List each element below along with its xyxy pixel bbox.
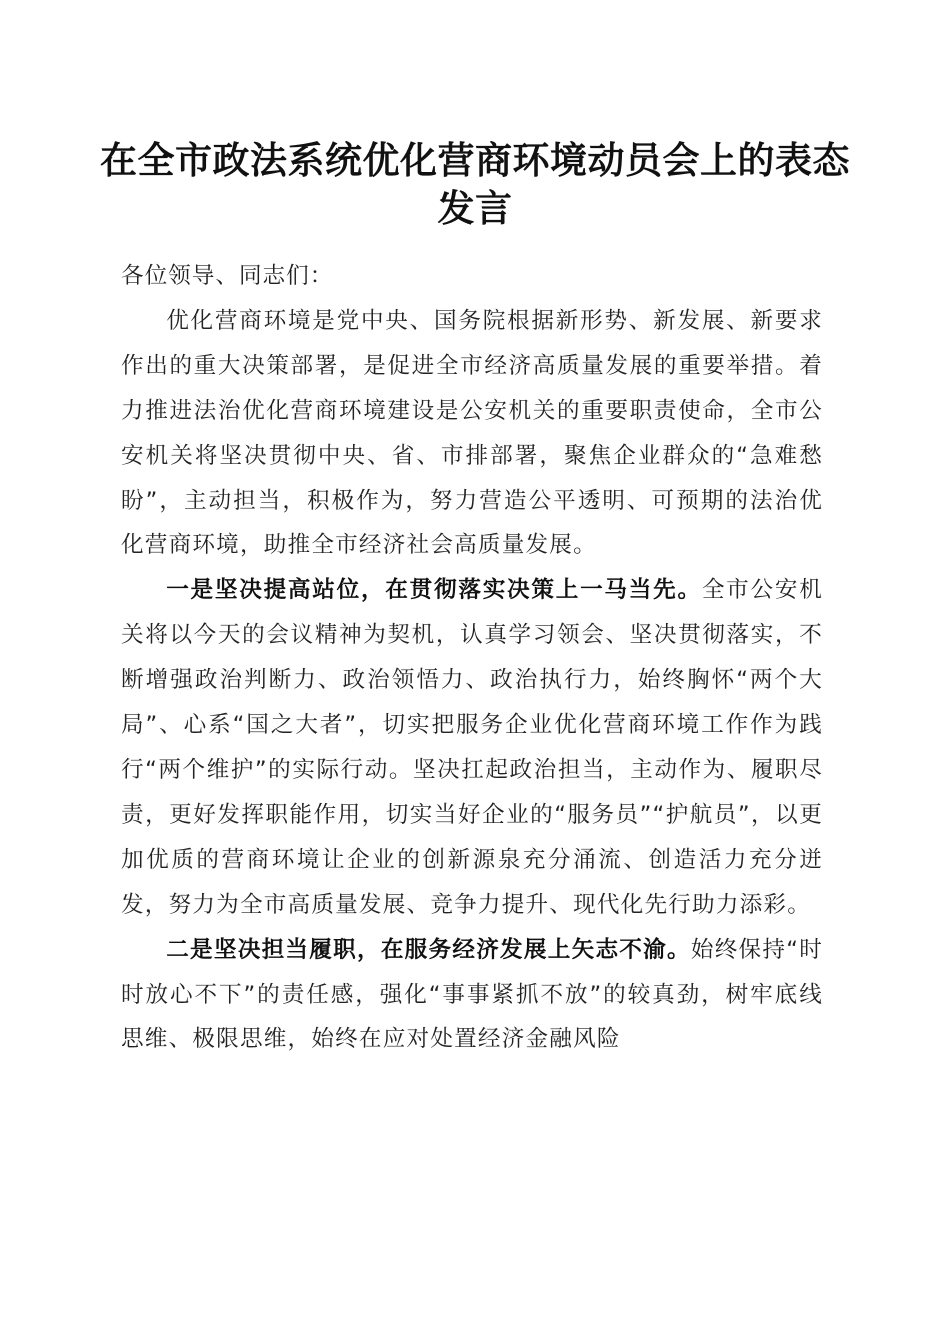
paragraph-lead-heading: 二是坚决担当履职，在服务经济发展上矢志不渝。 xyxy=(166,936,691,963)
paragraph-text: 优化营商环境是党中央、国务院根据新形势、新发展、新要求作出的重大决策部署，是促进全市经济高质量发展的重要举措。着力推进法治优化营商环境建设是公安机关的重要职责使命，全市公安机关将坚决贯彻中央、省、市排部署，聚焦企业群众的“急难愁盼”，主动担当，积极作为，努力营造公平透明、可预期的法治优化营商环境，助推全市经济社会高质量发展。 xyxy=(121,307,823,559)
paragraph-lead-heading: 一是坚决提高站位，在贯彻落实决策上一马当先。 xyxy=(166,577,702,604)
salutation: 各位领导、同志们： xyxy=(121,263,334,289)
paragraph-point-one xyxy=(121,568,823,927)
paragraph-point-two xyxy=(121,928,823,1063)
paragraph-intro xyxy=(121,299,823,568)
paragraph-text: 始终保持“时时放心不下”的责任感，强化“事事紧抓不放”的较真劲，树牢底线思维、极限思维，始终在应对处置经济金融风险 xyxy=(121,936,824,1053)
paragraph-text: 全市公安机关将以今天的会议精神为契机，认真学习领会、坚决贯彻落实，不断增强政治判断力、政治领悟力、政治执行力，始终胸怀“两个大局”、心系“国之大者”，切实把服务企业优化营商环境工作作为践行“两个维护”的实际行动。坚决扛起政治担当，主动作为、履职尽责，更好发挥职能作用，切实当好企业的“服务员”“护航员”，以更加优质的营商环境让企业的创新源泉充分涌流、创造活力充分迸发，努力为全市高质量发展、竞争力提升、现代化先行助力添彩。 xyxy=(121,577,824,918)
document-title: 在全市政法系统优化营商环境动员会上的表态发言 xyxy=(100,138,850,230)
document-body xyxy=(121,254,823,1062)
